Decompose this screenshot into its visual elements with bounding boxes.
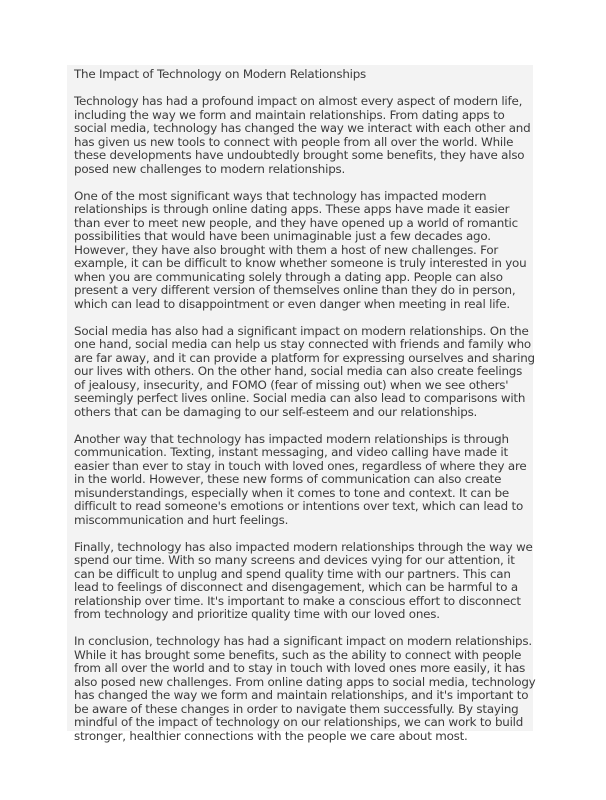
- document-body: [74, 68, 536, 757]
- paragraph-communication: Another way that technology has impacted modern relationships is through communication. Texting, instant messaging, and video calling have made it easier than ever to stay in touch with loved ones, regardless of where they are in the world. However, these new forms of communication can also create misunderstandings, especially when it comes to tone and context. It can be difficult to read someone's emotions or intentions over text, which can lead to miscommunication and hurt feelings.: [74, 431, 527, 527]
- document-title: The Impact of Technology on Modern Relationships: [74, 67, 367, 81]
- paragraph-dating-apps: One of the most significant ways that technology has impacted modern relationships is through online dating apps. These apps have made it easier than ever to meet new people, and they have opened up a world of romantic possibilities that would have been unimaginable just a few decades ago. However, they have also brought with them a host of new challenges. For example, it can be difficult to know whether someone is truly interested in you when you are communicating solely through a dating app. People can also present a very different version of themselves online than they do in person, which can lead to disappointment or even danger when meeting in real life.: [74, 188, 527, 311]
- paragraph-time: Finally, technology has also impacted modern relationships through the way we spend our time. With so many screens and devices vying for our attention, it can be difficult to unplug and spend quality time with our partners. This can lead to feelings of disconnect and disengagement, which can be harmful to a relationship over time. It's important to make a conscious effort to disconnect from technology and prioritize quality time with our loved ones.: [74, 539, 533, 621]
- paragraph-conclusion: In conclusion, technology has had a significant impact on modern relationships. While it has brought some benefits, such as the ability to connect with people from all over the world and to stay in touch with loved ones more easily, it has also posed new challenges. From online dating apps to social media, technology has changed the way we form and maintain relationships, and it's important to be aware of these changes in order to navigate them successfully. By staying mindful of the impact of technology on our relationships, we can work to build stronger, healthier connections with the people we care about most.: [74, 634, 536, 743]
- paragraph-intro: Technology has had a profound impact on almost every aspect of modern life, including the way we form and maintain relationships. From dating apps to social media, technology has changed the way we interact with each other and has given us new tools to connect with people from all over the world. While these developments have undoubtedly brought some benefits, they have also posed new challenges to modern relationships.: [74, 94, 531, 176]
- paragraph-social-media: Social media has also had a significant impact on modern relationships. On the one hand, social media can help us stay connected with friends and family who are far away, and it can provide a platform for expressing ourselves and sharing our lives with others. On the other hand, social media can also create feelings of jealousy, insecurity, and FOMO (fear of missing out) when we see others' seemingly perfect lives online. Social media can also lead to comparisons with others that can be damaging to our self-esteem and our relationships.: [74, 323, 535, 419]
